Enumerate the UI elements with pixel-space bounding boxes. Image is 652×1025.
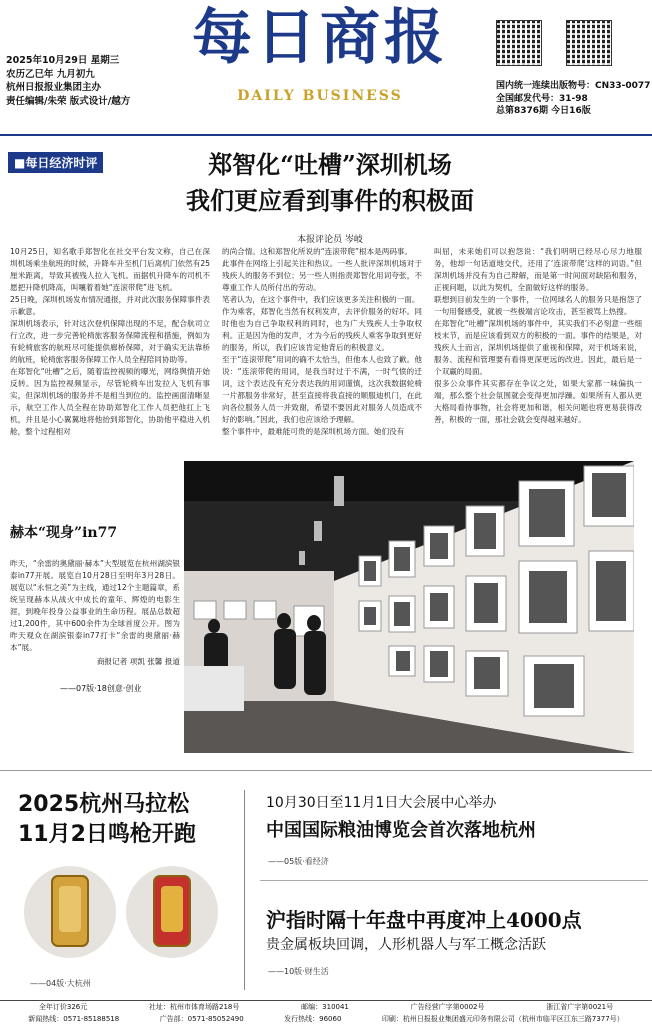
stock-page-ref: ——10版·财生活 (268, 967, 329, 976)
caption-title: 赫本“现身”in77 (10, 525, 118, 541)
footer-row-2 (0, 1013, 652, 1025)
footer-item: 浙江省广字第0021号 (546, 1003, 614, 1011)
header-meta-right (496, 80, 652, 118)
publisher: 杭州日报报业集团主办 (6, 82, 102, 93)
marathon-teaser (18, 790, 228, 850)
article-column-2: 的尚合情。这和郑智化所说的“连滚带爬”根本是两码事。 此事件在网络上引起关注和热议。一些人批评深圳机场对于残疾人的服务不到位；另一些人则指责郑智化用词夸张，不尊重工作人员所付出的劳动。 笔者认为，在这个事件中，我们应该更多关注积极的一面。 作为乘客，郑智化当然有权利发声，去评价服务的好坏。同时他也为自己争取权利的同时，也为广大残疾人士争取权利。正是因为他的发声，才为今后的残疾人乘客争取到更好的服务，所以，我们应该肯定他背后的积极意义。 至于“连滚带爬”用词的确不太恰当，但他本人也致了歉。他说：“连滚带爬的用词，是我当时过于不满，一时气愤的迁词，这个表达没有充分表达我的用词谨慎，这次我数据轮椅一片都服务非常好，甚至直接将我直接的顺服迪机门，在此向各位服务人员一并致谢，希望不要因此对服务人员造成不好的影响。”因此，我们也应该给予理解。 整个事件中，最难能可贵的是深圳机场方面。她们没有 (222, 247, 422, 436)
issue-date: 2025年10月29日 星期三 (6, 55, 120, 66)
headline-line-2: 我们更应看到事件的积极面 (186, 186, 474, 215)
grain-expo-subhead: 10月30日至11月1日大会展中心举办 (266, 795, 497, 811)
grain-expo-page-ref: ——05版·看经济 (268, 857, 329, 866)
medal-photos (22, 862, 222, 960)
headline-line-1: 郑智化“吐槽”深圳机场 (208, 150, 452, 179)
article-column-1: 10月25日，知名歌手郑智化在社交平台发文称，自己在深圳机场乘坐航班的时候，升降车升至机门后离机门依然有25厘米距离，导致其被残人拉入飞机。而据机升降车的司机不愿把升降机降高，叫嚷着着她“连滚带爬”进飞机。 25日晚，深圳机场发布情况通报，并对此次服务保障事件表示歉意。 深圳机场表示，针对这次登机保障出现的不足，配合航司立行立改，进一步完善轮椅旅客服务保障流程和措施，例如为有轮椅旅客的航班尽可能提供廊桥保障，对于确实无法靠桥的航班，轮椅旅客服务保障工作人员全程陪同协助等。 在郑智化“吐槽”之后，随着监控视频的曝光，网络舆情开始反转。因为监控视频显示，尽管轮椅车出发拉入飞机有事实，但深圳机场的服务并不是相当到位的。监控画面清晰显示，航空工作人员全程在协助郑智化工作人员把他扛上飞机，并且是小心翼翼地将他抬到郑智化，协助他平稳进入机舱，整个过程相对 (10, 247, 210, 436)
issue-number: 总第8376期 今日16版 (496, 106, 591, 116)
caption-body: 昨天，“余雷的奥黛丽·赫本”大型展览在杭州湖滨银泰in77开展。展览自10月28日至明年3月28日。展览以“永恒之美”为主线，通过12个主题篇章，系统呈现赫本从战火中成长的童年、辉煌的电影生涯，到晚年投身公益事业的生命历程。展品总数超过1,200件，其中600余件为全球首度公开。图为昨天观众在湖滨银泰in77打卡“余雷的奥黛丽·赫本”展。 (10, 559, 180, 652)
caption-page-ref: ——07版·18创意·创业 (60, 684, 142, 693)
byline: 本报评论员 岑岐 (297, 235, 363, 245)
footer-item: 广告部：0571-85052490 (159, 1015, 244, 1023)
cn-number: 国内统一连续出版物号：CN33-0077 (496, 81, 651, 91)
stock-subhead: 贵金属板块回调，人形机器人与军工概念活跃 (266, 937, 546, 953)
footer-item: 广告经营广字第0002号 (410, 1003, 485, 1011)
stock-headline: 沪指时隔十年盘中再度冲上4000点 (266, 908, 582, 932)
story-divider (260, 880, 648, 881)
footer-row-1 (0, 1001, 652, 1013)
exhibition-photo (184, 461, 634, 753)
footer-item: 邮编：310041 (301, 1003, 349, 1011)
footer-item: 发行热线：96060 (284, 1015, 342, 1023)
footer-item: 全年订价326元 (38, 1003, 88, 1011)
section-divider (0, 770, 652, 771)
footer-item: 印刷：杭州日报报业集团盛元印务有限公司（杭州市临平区江东三路7377号） (381, 1015, 624, 1023)
article-column-3: 叫屈，未来她们可以抱怨说：“我们明明已经尽心尽力地服务，他却一句话道地交代，还用了‘连滚带爬’这样的词语。”但深圳机场并没有为自己辩解，而是第一时间面对缺陷和服务，正视问题，以此为契机，全面做好这样的服务。 联想到目前发生的一个事件，一位网球名人的服务只是抱怨了一句用餐感受，就被一些极端言论攻击，甚至被骂上热搜。 在郑智化“吐槽”深圳机场的事件中，其实我们不必刻意一些细枝末节，而是应该看到双方的积极的一面。事件的结果是，对残疾人士而言，深圳机场提供了重视和保障，对于机场来说，服务、流程和管理要有看得更深更远的改进。因此，最后是一个双赢的局面。 很多公众事件其实都存在争议之处，如果大家都一味偏执一端，那么整个社会氛围就会变得更加浮躁。如果所有人都从更大格局看待事物，社会将更加和谐，相关问题也将更易获得改善，积极的一面，那社会就会变得越来越好。 (434, 247, 642, 424)
masthead (160, 0, 480, 104)
marathon-line-1: 2025杭州马拉松 (18, 792, 190, 817)
header-meta-left (6, 54, 166, 108)
footer-item: 新闻热线：0571-85188518 (28, 1015, 120, 1023)
grain-expo-headline: 中国国际粮油博览会首次落地杭州 (266, 820, 536, 841)
masthead-title: 每日商报 (192, 3, 448, 73)
section-tag: ■每日经济时评 (8, 152, 103, 173)
masthead-subtitle: DAILY BUSINESS (237, 88, 403, 104)
caption-credit: 商报记者 项凯 张馨 报道 (96, 657, 180, 666)
footer-item: 社址：杭州市体育场路218号 (149, 1003, 240, 1011)
header-divider (0, 134, 652, 136)
footer (0, 1000, 652, 1025)
editors: 责任编辑/朱荣 版式设计/越方 (6, 95, 131, 107)
qr-code-icon (566, 20, 612, 66)
photo-caption-box (10, 522, 180, 694)
qr-code-icon (496, 20, 542, 66)
marathon-line-2: 11月2日鸣枪开跑 (18, 822, 196, 847)
postal-code: 全国邮发代号：31-98 (496, 93, 588, 104)
marathon-page-ref: ——04版·大杭州 (30, 979, 91, 988)
lunar-date: 农历乙巳年 九月初九 (6, 68, 95, 80)
column-divider (244, 790, 245, 990)
